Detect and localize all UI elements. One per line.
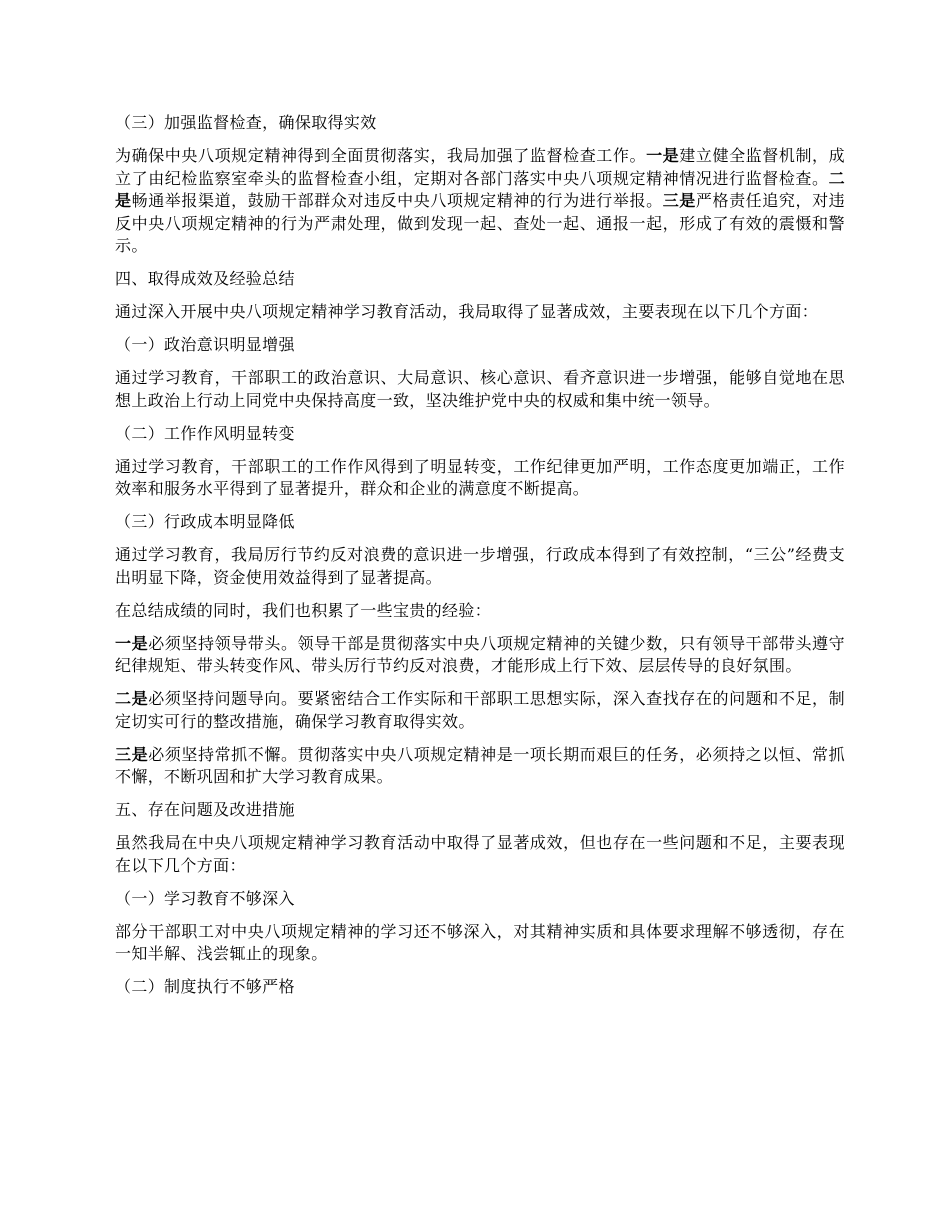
body-paragraph xyxy=(115,921,845,966)
section-heading: （二）工作作风明显转变 xyxy=(115,423,295,443)
paragraph-text: 通过学习教育，干部职工的政治意识、大局意识、核心意识、看齐意识进一步增强，能够自觉地在思想上政治上行动上同党中央保持高度一致，坚决维护党中央的权威和集中统一领导。 xyxy=(115,368,845,410)
section-heading: （二）制度执行不够严格 xyxy=(115,977,295,996)
body-paragraph xyxy=(115,456,845,501)
section-heading: （三）加强监督检查，确保取得实效 xyxy=(115,113,377,132)
section-heading: （一）学习教育不够深入 xyxy=(115,888,295,908)
body-paragraph xyxy=(115,301,845,324)
paragraph-text: 通过学习教育，干部职工的工作作风得到了明显转变，工作纪律更加严明，工作态度更加端正，工作效率和服务水平得到了显著提升，群众和企业的满意度不断提高。 xyxy=(115,456,845,498)
paragraph-text: 必须坚持领导带头。领导干部是贯彻落实中央八项规定精神的关键少数，只有领导干部带头遵守纪律规矩、带头转变作风、带头厉行节约反对浪费，才能形成上行下效、层层传导的良好氛围。 xyxy=(115,633,846,675)
section-heading: 五、存在问题及改进措施 xyxy=(115,800,295,819)
emphasis-label: 二是 xyxy=(115,168,845,210)
paragraph-text: 建立健全监督机制，成立了由纪检监察室牵头的监督检查小组，定期对各部门落实中央八项规定精神情况进行监督检查。 xyxy=(115,146,845,188)
emphasis-label: 一是 xyxy=(646,146,680,165)
paragraph-text: 必须坚持常抓不懈。贯彻落实中央八项规定精神是一项长期而艰巨的任务，必须持之以恒、常抓不懈，不断巩固和扩大学习教育成果。 xyxy=(115,744,846,786)
document-page xyxy=(115,112,845,1009)
emphasis-label: 三是 xyxy=(115,744,149,764)
paragraph-text: 通过学习教育，我局厉行节约反对浪费的意识进一步增强，行政成本得到了有效控制，“三公”经费支出明显下降，资金使用效益得到了显著提高。 xyxy=(115,545,845,587)
body-paragraph xyxy=(115,633,845,678)
paragraph-text: 虽然我局在中央八项规定精神学习教育活动中取得了显著成效，但也存在一些问题和不足，主要表现在以下几个方面： xyxy=(115,833,845,875)
paragraph-text: 必须坚持问题导向。要紧密结合工作实际和干部职工思想实际，深入查找存在的问题和不足，制定切实可行的整改措施，确保学习教育取得实效。 xyxy=(115,689,846,731)
paragraph-text: 严格责任追究，对违反中央八项规定精神的行为严肃处理，做到发现一起、查处一起、通报一起，形成了有效的震慑和警示。 xyxy=(115,191,846,255)
paragraph-text: 通过深入开展中央八项规定精神学习教育活动，我局取得了显著成效，主要表现在以下几个方面： xyxy=(115,302,819,321)
section-heading: 四、取得成效及经验总结 xyxy=(115,269,295,288)
paragraph-text: 为确保中央八项规定精神得到全面贯彻落实，我局加强了监督检查工作。 xyxy=(115,146,647,165)
paragraph-text: 在总结成绩的同时，我们也积累了一些宝贵的经验： xyxy=(115,600,492,620)
body-paragraph xyxy=(115,544,845,589)
body-paragraph xyxy=(115,600,845,623)
emphasis-label: 一是 xyxy=(115,633,149,653)
body-paragraph xyxy=(115,688,845,733)
emphasis-label: 三是 xyxy=(662,191,696,210)
body-paragraph xyxy=(115,744,845,789)
body-paragraph xyxy=(115,367,845,412)
paragraph-text: 畅通举报渠道，鼓励干部群众对违反中央八项规定精神的行为进行举报。 xyxy=(131,191,663,210)
body-paragraph xyxy=(115,832,845,877)
paragraph-text: 部分干部职工对中央八项规定精神的学习还不够深入，对其精神实质和具体要求理解不够透彻，存在一知半解、浅尝辄止的现象。 xyxy=(115,921,845,963)
body-paragraph xyxy=(115,145,845,258)
section-heading: （一）政治意识明显增强 xyxy=(115,335,295,354)
emphasis-label: 二是 xyxy=(115,689,149,708)
section-heading: （三）行政成本明显降低 xyxy=(115,512,295,531)
